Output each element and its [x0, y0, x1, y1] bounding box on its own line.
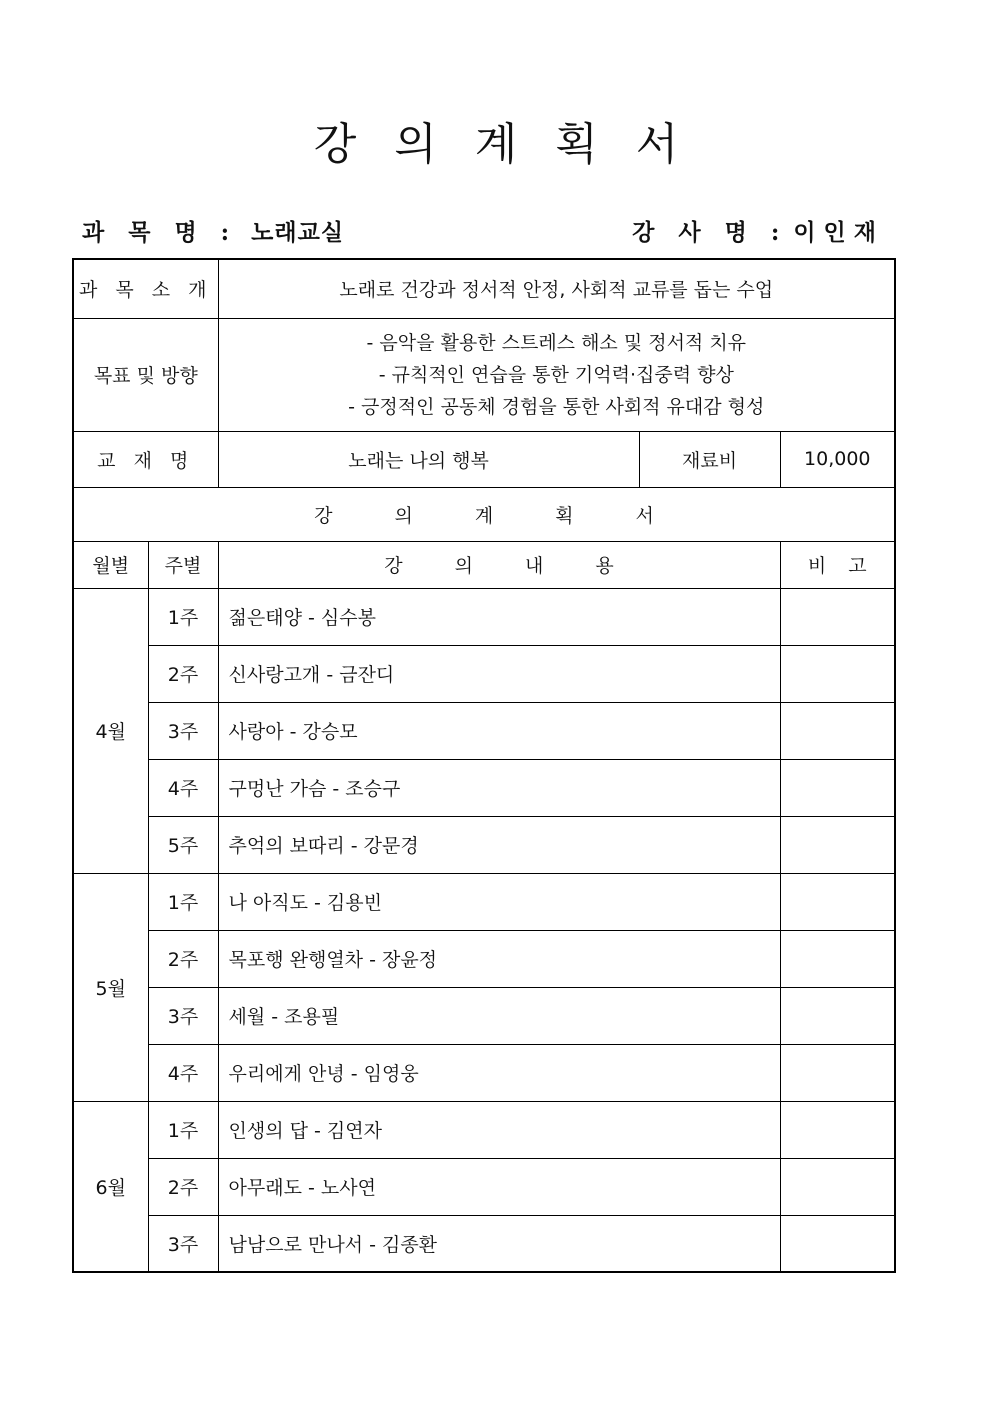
plan-heading-row [73, 487, 895, 541]
note-cell [780, 873, 895, 930]
month-cell: 6월 [73, 1101, 148, 1272]
table-row [73, 1044, 895, 1101]
table-row [73, 1215, 895, 1272]
textbook-value: 노래는 나의 행복 [218, 431, 639, 487]
plan-heading: 강의계획서 [73, 487, 895, 541]
note-cell [780, 1215, 895, 1272]
week-cell: 1주 [148, 873, 218, 930]
intro-row [73, 259, 895, 318]
goals-list [218, 318, 895, 431]
content-header: 강의내용 [218, 541, 780, 588]
content-cell: 세월 - 조용필 [218, 987, 780, 1044]
week-cell: 2주 [148, 1158, 218, 1215]
subject-value: 노래교실 [251, 219, 345, 246]
table-row [73, 987, 895, 1044]
content-cell: 신사랑고개 - 금잔디 [218, 645, 780, 702]
intro-text: 노래로 건강과 정서적 안정, 사회적 교류를 돕는 수업 [218, 259, 895, 318]
textbook-row [73, 431, 895, 487]
table-row [73, 702, 895, 759]
note-cell [780, 1158, 895, 1215]
subject-line [82, 214, 344, 247]
goal-item: - 규칙적인 연습을 통한 기억력·집중력 향상 [378, 363, 734, 386]
instructor-label: 강 사 명 : [632, 219, 788, 246]
document-title: 강의계획서 [313, 119, 717, 170]
content-cell: 사랑아 - 강승모 [218, 702, 780, 759]
content-cell: 추억의 보따리 - 강문경 [218, 816, 780, 873]
content-cell: 남남으로 만나서 - 김종환 [218, 1215, 780, 1272]
month-header: 월별 [73, 541, 148, 588]
fee-label: 재료비 [639, 431, 780, 487]
content-cell: 구멍난 가슴 - 조승구 [218, 759, 780, 816]
table-row [73, 816, 895, 873]
subject-label: 과 목 명 : [82, 219, 238, 246]
column-header-row [73, 541, 895, 588]
intro-label: 과 목 소 개 [73, 259, 218, 318]
month-cell: 5월 [73, 873, 148, 1101]
content-cell: 아무래도 - 노사연 [218, 1158, 780, 1215]
fee-value: 10,000 [780, 431, 895, 487]
goal-item: - 음악을 활용한 스트레스 해소 및 정서적 치유 [366, 331, 747, 354]
note-cell [780, 987, 895, 1044]
note-cell [780, 1101, 895, 1158]
month-cell: 4월 [73, 588, 148, 873]
week-cell: 3주 [148, 1215, 218, 1272]
instructor-line [632, 214, 884, 247]
week-cell: 5주 [148, 816, 218, 873]
content-cell: 목포행 완행열차 - 장윤정 [218, 930, 780, 987]
week-cell: 4주 [148, 1044, 218, 1101]
week-cell: 1주 [148, 1101, 218, 1158]
content-cell: 나 아직도 - 김용빈 [218, 873, 780, 930]
week-cell: 4주 [148, 759, 218, 816]
table-row [73, 873, 895, 930]
goals-row [73, 318, 895, 431]
content-cell: 젊은태양 - 심수봉 [218, 588, 780, 645]
table-row [73, 759, 895, 816]
week-header: 주별 [148, 541, 218, 588]
week-cell: 2주 [148, 645, 218, 702]
note-cell [780, 588, 895, 645]
week-cell: 1주 [148, 588, 218, 645]
week-cell: 2주 [148, 930, 218, 987]
table-row [73, 1158, 895, 1215]
table-row [73, 930, 895, 987]
plan-table [72, 258, 896, 1273]
instructor-value: 이인재 [793, 219, 884, 246]
week-cell: 3주 [148, 702, 218, 759]
note-cell [780, 1044, 895, 1101]
note-cell [780, 816, 895, 873]
textbook-label: 교 재 명 [73, 431, 218, 487]
table-row [73, 588, 895, 645]
goal-item: - 긍정적인 공동체 경험을 통한 사회적 유대감 형성 [348, 395, 765, 418]
note-cell [780, 930, 895, 987]
table-row [73, 1101, 895, 1158]
week-cell: 3주 [148, 987, 218, 1044]
note-header: 비고 [780, 541, 895, 588]
note-cell [780, 759, 895, 816]
note-cell [780, 702, 895, 759]
content-cell: 우리에게 안녕 - 임영웅 [218, 1044, 780, 1101]
note-cell [780, 645, 895, 702]
content-cell: 인생의 답 - 김연자 [218, 1101, 780, 1158]
goals-label: 목표 및 방향 [73, 318, 218, 431]
table-row [73, 645, 895, 702]
